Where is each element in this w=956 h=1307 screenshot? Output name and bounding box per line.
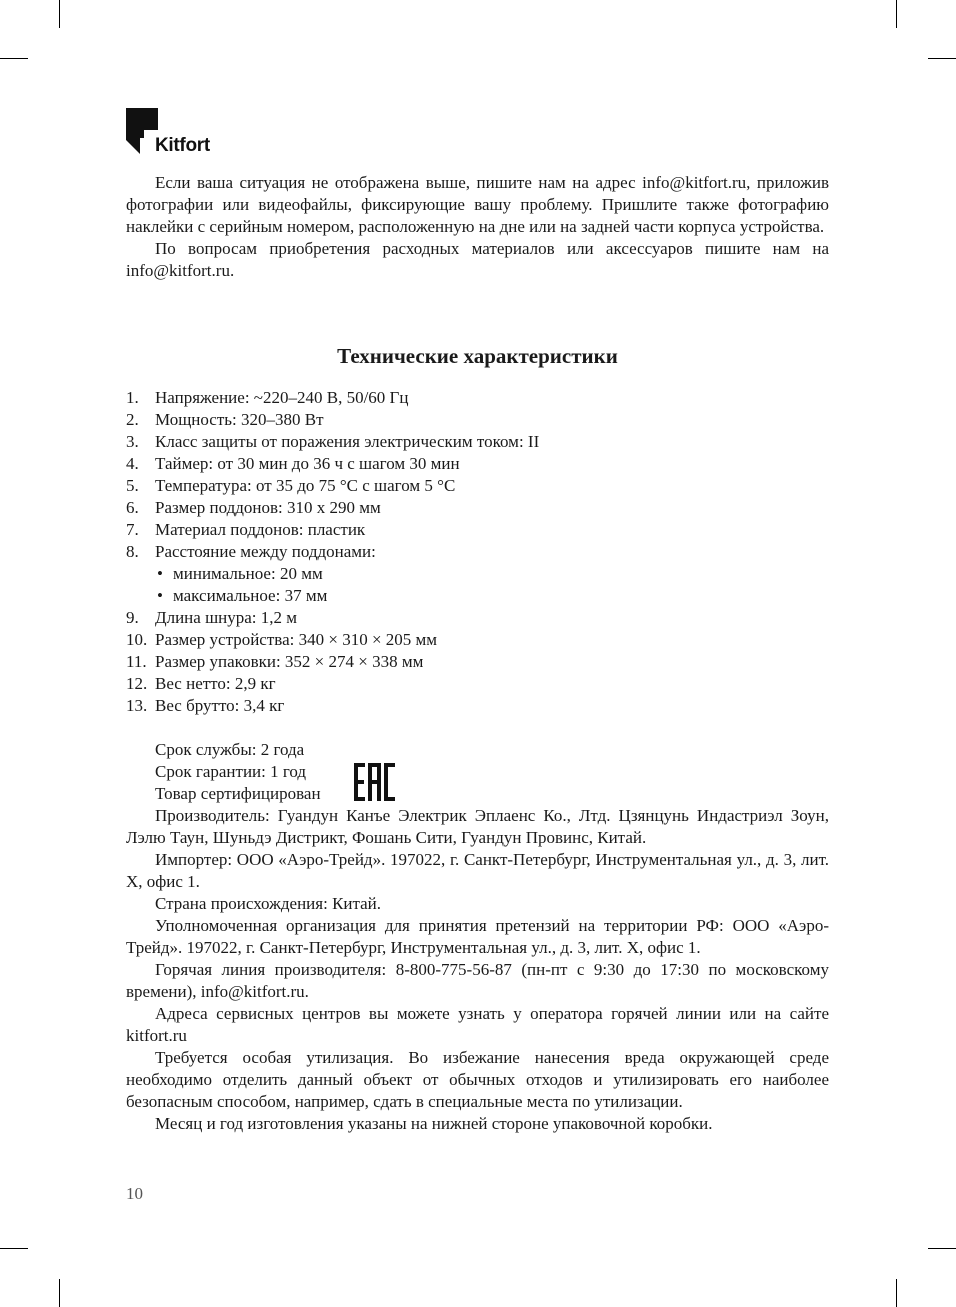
specs-list: [126, 387, 829, 717]
sub-list: [155, 563, 829, 607]
eac-mark-icon: [354, 763, 396, 801]
logo-mark-icon: [124, 108, 158, 158]
list-item: 13. Вес брутто: 3,4 кг: [126, 696, 285, 715]
manufacturer-paragraph: Производитель: Гуандун Канъе Электрик Эплаенс Ко., Лтд. Цзянцунь Индастриэл Зоун, Лэлю Таун, Шуньдэ Дистрикт, Фошань Сити, Гуандун Провинс, Китай.: [126, 806, 829, 847]
crop-mark: [928, 58, 956, 59]
crop-mark: [59, 1279, 60, 1307]
list-item: 3. Класс защиты от поражения электрическим током: II: [126, 432, 540, 451]
list-item: 12. Вес нетто: 2,9 кг: [126, 674, 276, 693]
authorized-org-paragraph: Уполномоченная организация для принятия претензий на территории РФ: ООО «Аэро-Трейд». 197022, г. Санкт-Петербург, Инструментальная ул., д. 3, лит. Х, офис 1.: [126, 916, 829, 957]
logo-text: Kitfort: [155, 135, 210, 156]
list-item: 10. Размер устройства: 340 × 310 × 205 мм: [126, 630, 438, 649]
legal-section: [126, 805, 829, 1135]
list-item: 6. Размер поддонов: 310 х 290 мм: [126, 498, 381, 517]
list-item: 7. Материал поддонов: пластик: [126, 520, 366, 539]
crop-mark: [0, 1248, 28, 1249]
list-item: 1. Напряжение: ~220–240 В, 50/60 Гц: [126, 388, 409, 407]
service-info: [155, 739, 321, 805]
origin-paragraph: Страна происхождения: Китай.: [155, 894, 382, 913]
service-centers-paragraph: Адреса сервисных центров вы можете узнать у оператора горячей линии или на сайте kitfort.ru: [126, 1004, 829, 1045]
intro-paragraph: По вопросам приобретения расходных материалов или аксессуаров пишите нам на info@kitfort.ru.: [126, 239, 829, 280]
certification: Товар сертифицирован: [155, 784, 321, 803]
sub-list-item: • максимальное: 37 мм: [155, 585, 829, 607]
page-number: 10: [126, 1184, 143, 1203]
kitfort-logo: [124, 108, 234, 160]
importer-paragraph: Импортер: ООО «Аэро-Трейд». 197022, г. Санкт-Петербург, Инструментальная ул., д. 3, лит. Х, офис 1.: [126, 850, 829, 891]
service-life: Срок службы: 2 года: [155, 740, 305, 759]
crop-mark: [0, 58, 28, 59]
intro-section: [126, 172, 829, 282]
list-item: 2. Мощность: 320–380 Вт: [126, 410, 324, 429]
crop-mark: [59, 0, 60, 28]
list-item: 9. Длина шнура: 1,2 м: [126, 608, 298, 627]
intro-paragraph: Если ваша ситуация не отображена выше, пишите нам на адрес info@kitfort.ru, приложив фотографии или видеофайлы, фиксирующие вашу проблему. Пришлите также фотографию наклейки с серийным номером, расположенную на дне или на задней части корпуса устройства.: [126, 173, 829, 236]
list-item: 8. Расстояние между поддонами: • минимальное: 20 мм • максимальное: 37 мм: [126, 541, 829, 607]
crop-mark: [896, 0, 897, 28]
hotline-paragraph: Горячая линия производителя: 8-800-775-56-87 (пн-пт с 9:30 до 17:30 по московскому времени), info@kitfort.ru.: [126, 960, 829, 1001]
list-item: 4. Таймер: от 30 мин до 36 ч с шагом 30 мин: [126, 454, 460, 473]
list-item: 5. Температура: от 35 до 75 °C с шагом 5 °C: [126, 476, 456, 495]
crop-mark: [896, 1279, 897, 1307]
disposal-paragraph: Требуется особая утилизация. Во избежание нанесения вреда окружающей среде необходимо отделить данный объект от обычных отходов и утилизировать его наиболее безопасным способом, например, сдать в специальные места по утилизации.: [126, 1048, 829, 1111]
crop-mark: [928, 1248, 956, 1249]
warranty-period: Срок гарантии: 1 год: [155, 762, 307, 781]
manufacture-date-paragraph: Месяц и год изготовления указаны на нижней стороне упаковочной коробки.: [155, 1114, 713, 1133]
specs-title: Технические характеристики: [337, 344, 618, 368]
list-item: 11. Размер упаковки: 352 × 274 × 338 мм: [126, 652, 424, 671]
sub-list-item: • минимальное: 20 мм: [155, 563, 829, 585]
